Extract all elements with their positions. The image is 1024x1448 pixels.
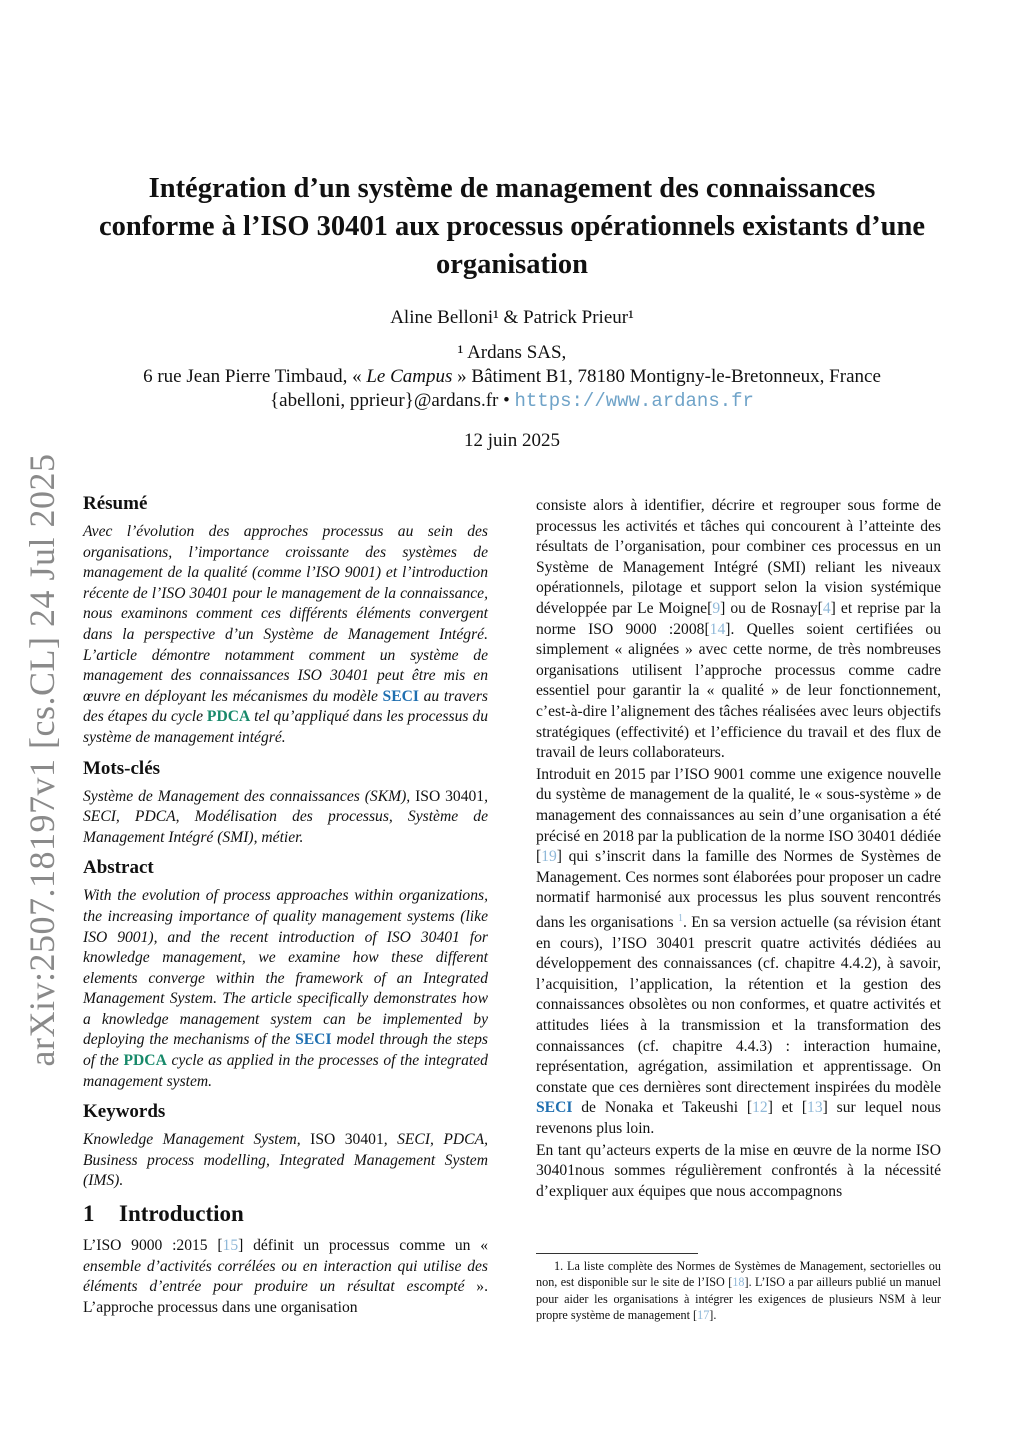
citation-link[interactable]: 12 (752, 1099, 768, 1117)
seci-link[interactable]: SECI (382, 687, 419, 705)
text-segment: Avec l’évolution des approches processus au sein des organisations, l’importance croissante des systèmes de management de la qualité (comme l’ISO 9001) et l’introduction récente de l’ISO 30401 pour le management de la connaissance, nous examinons comment ces différents éléments convergent dans la perspective d’un Système de Management Intégré. L’article démontre notamment comment un système de management des connaissances ISO 30401 peut être mis en œuvre en déployant les mécanismes du modèle (83, 523, 488, 705)
text-segment: consiste alors à identifier, décrire et regrouper sous forme de processus les activités et tâches qui concourent à l’atteinte des résultats de l’organisation, pour combiner ces processus en un Système de Management Intégré (SMI) reliant les niveaux opérationnels, pilotage et support selon la vision systémique développée par Le Moigne[ (536, 497, 941, 617)
affiliation: ¹ Ardans SAS, (457, 342, 567, 363)
text-segment: . En sa version actuelle (sa révision étant en cours), l’ISO 30401 prescrit quatre activités dédiées au développement des connaissances (cf. chapitre 4.4.2), à savoir, l’acquisition, l’application, la rétention et la gestion des connaissances obsolètes ou non conformes, et quatre activités et attitudes liées à la transmission et la transformation des connaissances (cf. chapitre 4.4.3) : interaction humaine, représentation, agrégation, assimilation et apprentissage. On constate que ces dernières sont directement inspirées du modèle (536, 914, 941, 1096)
citation-link[interactable]: 19 (541, 848, 557, 866)
arxiv-identifier: arXiv:2507.18197v1 [cs.CL] 24 Jul 2025 (22, 453, 62, 1067)
citation-link[interactable]: 1 (677, 912, 683, 924)
text-segment: , SECI, PDCA, Modélisation des processus, Système de Management Intégré (SMI), métier. (83, 787, 488, 846)
text-segment: En tant qu’acteurs experts de la mise en œuvre de la norme ISO 30401nous sommes régulièrement confrontés à la nécessité d’expliquer aux équipes que nous accompagnons (536, 1141, 941, 1200)
motscles-text (83, 787, 488, 849)
paper-title (60, 170, 964, 284)
citation-link[interactable]: 13 (807, 1099, 823, 1117)
section-heading-introduction (83, 1200, 488, 1228)
seci-link[interactable]: SECI (536, 1099, 573, 1117)
address-post: » Bâtiment B1, 78180 Montigny-le-Bretonneux, France (452, 366, 881, 387)
text-segment: ISO 30401 (415, 787, 485, 805)
body-paragraph (536, 765, 941, 1140)
text-segment: ] qui s’inscrit dans la famille des Normes de Systèmes de Management. Ces normes sont élaborées pour proposer un cadre normatif harmonisé aux processus les plus souvent rencontrés dans les organisations (536, 848, 941, 932)
text-segment: ]. L’ISO a par ailleurs publié un manuel pour aider les organisations à intégrer les exigences de plusieurs NSM à leur propre système de management [ (536, 1275, 941, 1323)
abstract-text (83, 886, 488, 1092)
text-segment: Knowledge Management System, (83, 1131, 311, 1149)
citation-link[interactable]: 9 (712, 599, 721, 617)
text-segment: de Nonaka et Takeushi [ (572, 1099, 753, 1117)
text-segment: ] et reprise par la norme ISO 9000 :2008[ (536, 599, 941, 638)
citation-link[interactable]: 14 (709, 620, 726, 638)
section-number: 1 (83, 1201, 95, 1227)
pdca-link[interactable]: PDCA (206, 708, 251, 726)
intro-text (83, 1236, 488, 1318)
text-segment: ]. (709, 1308, 717, 1323)
text-segment: ISO 30401 (310, 1131, 384, 1149)
text-segment: ] définit un processus comme un « (238, 1237, 488, 1255)
text-segment: ensemble d’activités corrélées ou en interaction qui utilise des éléments d’entrée pour produire un résultat escompté (83, 1257, 488, 1296)
resume-heading: Résumé (83, 493, 148, 514)
keywords-text (83, 1130, 488, 1192)
citation-link[interactable]: 15 (222, 1237, 239, 1255)
footnote-rule (536, 1253, 698, 1254)
seci-link[interactable]: SECI (295, 1031, 332, 1049)
authors: Aline Belloni¹ & Patrick Prieur¹ (390, 307, 634, 328)
abstract-heading: Abstract (83, 857, 154, 879)
citation-link[interactable]: 4 (822, 599, 831, 617)
text-segment: Système de Management des connaissances (SKM), (83, 787, 416, 805)
footnote (536, 1258, 941, 1324)
text-segment: ] sur lequel nous revenons plus loin. (536, 1099, 941, 1137)
text-segment: L’ISO 9000 :2015 [ (83, 1237, 223, 1255)
text-segment: ] ou de Rosnay[ (720, 599, 823, 617)
emails: {abelloni, pprieur}@ardans.fr • (270, 390, 515, 411)
text-segment: 1. La liste complète des Normes de Systèmes de Management, sectorielles ou non, est disponible sur le site de l’ISO [ (536, 1259, 941, 1290)
text-segment: ] et [ (767, 1099, 808, 1117)
website-link[interactable]: https://www.ardans.fr (514, 390, 754, 412)
text-segment: ]. Quelles soient certifiées ou simplement « alignées » avec cette norme, de très nombreuses organisations utilisent l’approche processus comme cadre essentiel pour garantir la « qualité » de leur fonctionnement, c’est-à-dire l’alignement des tâches réalisées avec leurs objectifs stratégiques (effectivité) et l’efficience du travail et des flux de travail de leurs collaborateurs. (536, 620, 941, 762)
title-line: Intégration d’un système de management des connaissances (148, 173, 876, 204)
text-segment: With the evolution of process approaches within organizations, the increasing importance of quality management systems (like ISO 9001), and the recent introduction of ISO 30401 for knowledge management, we examine how these different elements converge within the framework of an Integrated Management System. The article specifically demonstrates how a knowledge management system can be implemented by deploying the mechanisms of the (83, 887, 488, 1049)
resume-text (83, 522, 488, 749)
citation-link[interactable]: 17 (697, 1308, 710, 1323)
address-campus: Le Campus (366, 366, 453, 387)
title-line: conforme à l’ISO 30401 aux processus opérationnels existants d’une (99, 211, 925, 242)
left-column (83, 492, 488, 1326)
body-paragraph (536, 1141, 941, 1203)
address (60, 365, 964, 389)
contact (60, 389, 964, 413)
section-title: Introduction (119, 1201, 244, 1227)
motscles-heading: Mots-clés (83, 757, 161, 779)
body-paragraph (536, 496, 941, 764)
right-column (536, 496, 941, 1203)
text-segment: cycle as applied in the processes of the integrated management system. (83, 1052, 488, 1090)
date: 12 juin 2025 (463, 430, 561, 451)
text-segment: model through the steps of the (83, 1031, 488, 1070)
citation-link[interactable]: 18 (732, 1275, 745, 1290)
pdca-link[interactable]: PDCA (123, 1052, 167, 1070)
address-pre: 6 rue Jean Pierre Timbaud, « (143, 366, 367, 387)
text-segment: Introduit en 2015 par l’ISO 9001 comme une exigence nouvelle du système de management de la qualité, le « sous-système » de management des connaissances au sein d’une organisation a été précisé en 2018 par la publication de la norme ISO 30401 dédiée [ (536, 765, 941, 866)
text-segment: ». L’approche processus dans une organisation (83, 1278, 489, 1316)
text-segment: au travers des étapes du cycle (83, 687, 488, 726)
keywords-heading: Keywords (83, 1101, 166, 1123)
title-line: organisation (435, 249, 589, 280)
text-segment: , SECI, PDCA, Business process modelling, Integrated Management System (IMS). (83, 1131, 488, 1190)
text-segment: tel qu’appliqué dans les processus du système de management intégré. (83, 708, 488, 746)
